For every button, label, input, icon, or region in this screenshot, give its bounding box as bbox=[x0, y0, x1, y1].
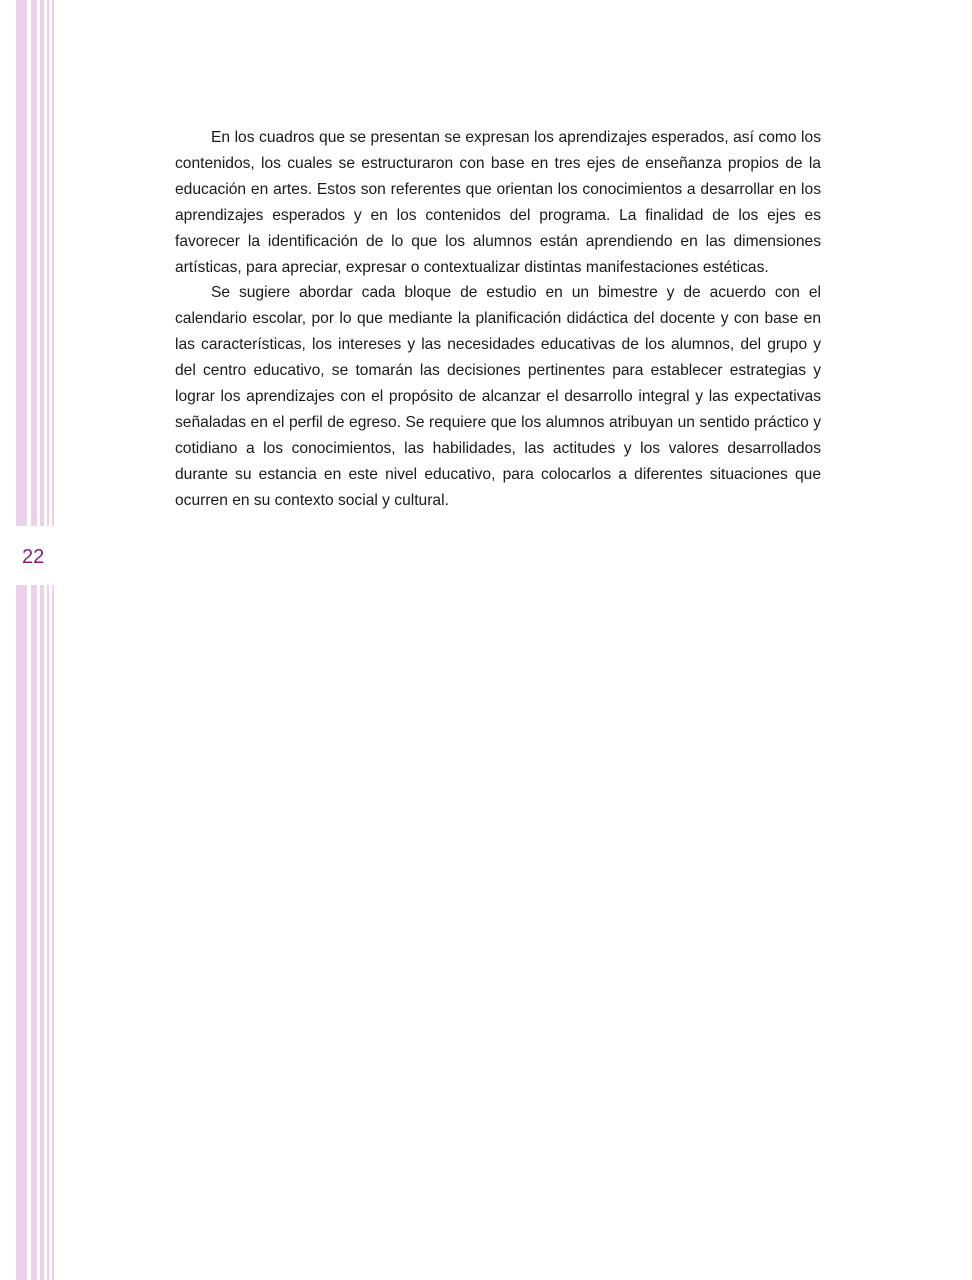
decorative-margin-stripes bbox=[0, 0, 60, 1280]
paragraph: En los cuadros que se presentan se expresan los aprendizajes esperados, así como los contenidos, los cuales se estructuraron con base en tres ejes de enseñanza propios de la educación en artes. Estos son referentes que orientan los conocimientos a desarrollar en los aprendizajes esperados y en los contenidos del programa. La finalidad de los ejes es favorecer la identificación de lo que los alumnos están aprendiendo en las dimensiones artísticas, para apreciar, expresar o contextualizar distintas manifestaciones estéticas. bbox=[175, 129, 821, 276]
margin-stripe bbox=[47, 0, 49, 1280]
margin-stripe bbox=[52, 0, 54, 1280]
body-text bbox=[175, 125, 821, 514]
paragraph: Se sugiere abordar cada bloque de estudio en un bimestre y de acuerdo con el calendario escolar, por lo que mediante la planificación didáctica del docente y con base en las características, los intereses y las necesidades educativas de los alumnos, del grupo y del centro educativo, se tomarán las decisiones pertinentes para establecer estrategias y lograr los aprendizajes con el propósito de alcanzar el desarrollo integral y las expectativas señaladas en el perfil de egreso. Se requiere que los alumnos atribuyan un sentido práctico y cotidiano a los conocimientos, las habilidades, las actitudes y los valores desarrollados durante su estancia en este nivel educativo, para colocarlos a diferentes situaciones que ocurren en su contexto social y cultural. bbox=[175, 284, 821, 509]
page-number: 22 bbox=[22, 546, 45, 568]
margin-stripe bbox=[31, 0, 37, 1280]
margin-stripe bbox=[16, 0, 27, 1280]
margin-stripe bbox=[40, 0, 44, 1280]
